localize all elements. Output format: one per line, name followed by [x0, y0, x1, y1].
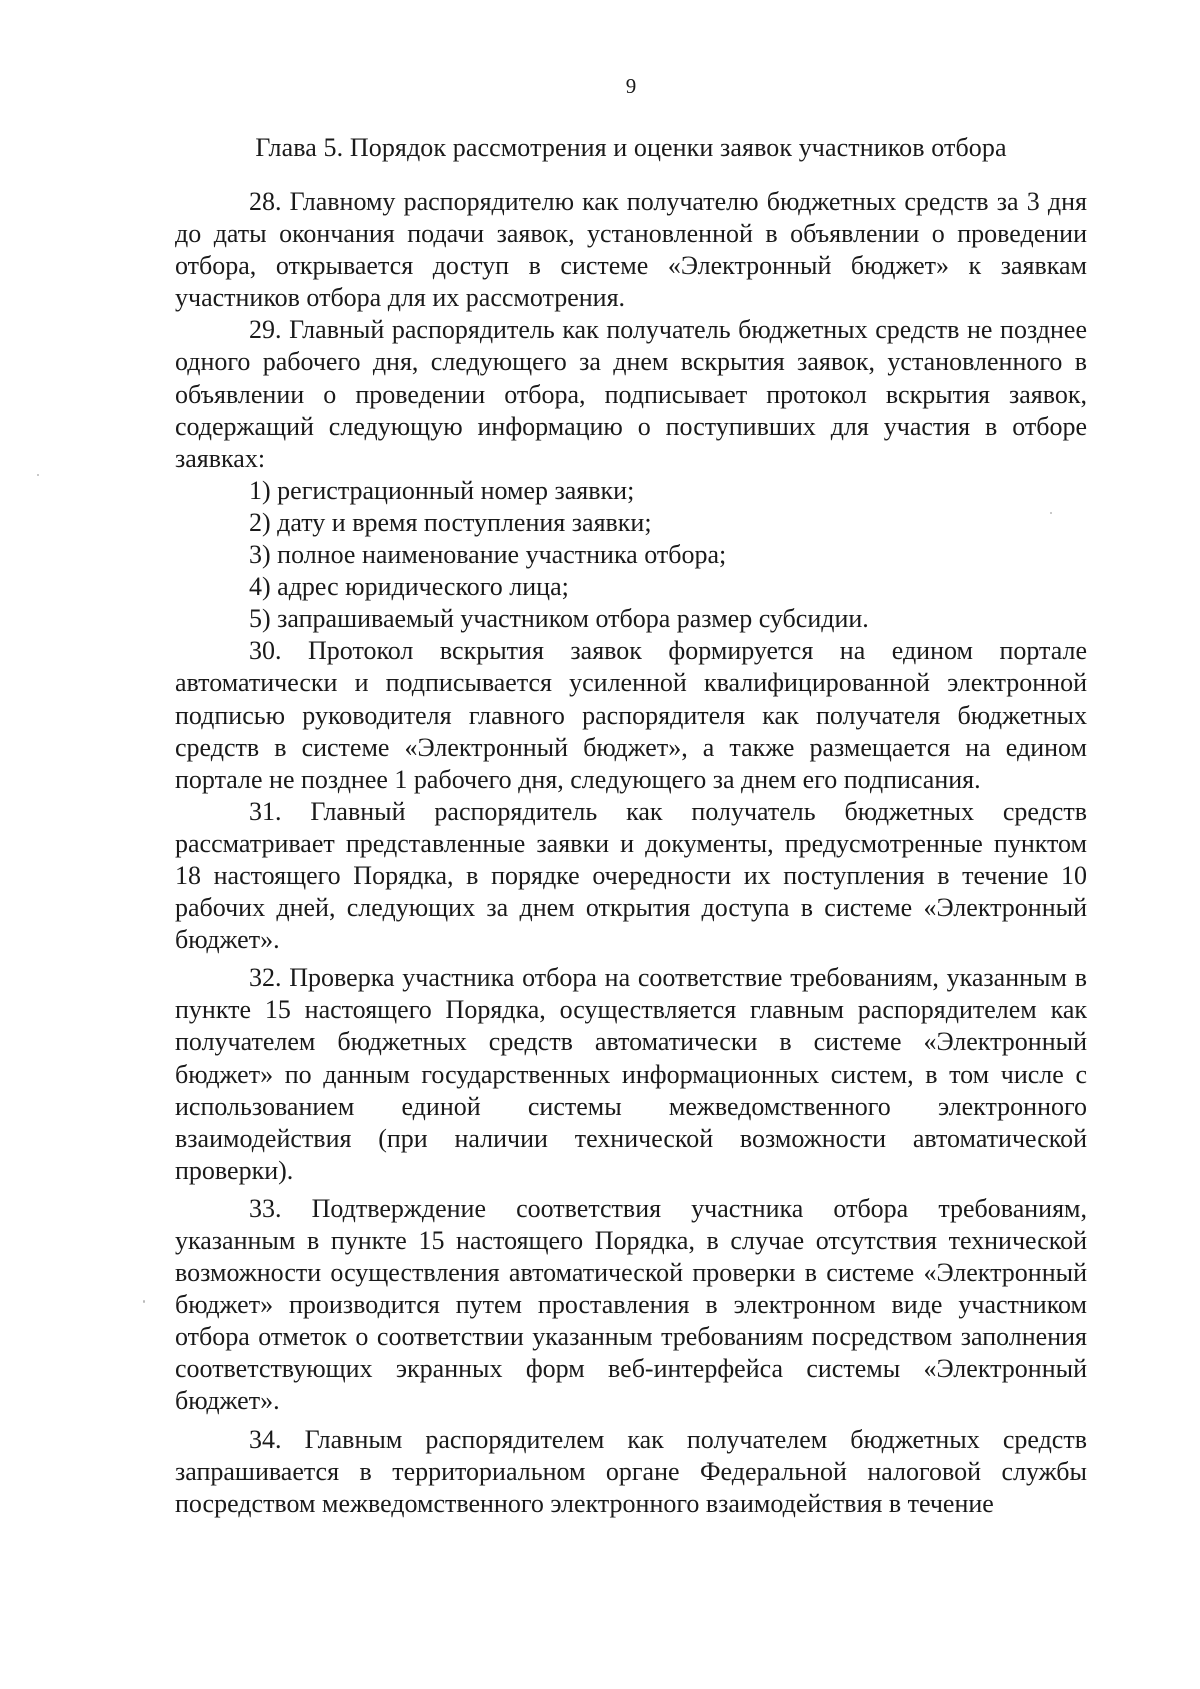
- document-body: [175, 186, 1087, 1520]
- list-item-1: 1) регистрационный номер заявки;: [249, 475, 635, 505]
- scan-speck: [1050, 512, 1052, 514]
- scan-speck: [143, 1300, 145, 1303]
- paragraph-28: 28. Главному распорядителю как получателю бюджетных средств за 3 дня до даты окончания подачи заявок, установленной в объявлении о проведении отбора, открывается доступ в системе «Электронный бюджет» к заявкам участников отбора для их рассмотрения.: [175, 187, 1087, 313]
- list-item-2: 2) дату и время поступления заявки;: [249, 507, 652, 537]
- paragraph-34: 34. Главным распорядителем как получателем бюджетных средств запрашивается в территориальном органе Федеральной налоговой службы посредством межведомственного электронного взаимодействия в течение: [175, 1424, 1087, 1518]
- list-item-3: 3) полное наименование участника отбора;: [249, 540, 727, 570]
- scan-speck: [37, 474, 39, 476]
- paragraph-33: 33. Подтверждение соответствия участника отбора требованиям, указанным в пункте 15 настоящего Порядка, в случае отсутствия технической возможности осуществления автоматической проверки в системе «Электронный бюджет» производится путем проставления в электронном виде участником отбора отметок о соответствии указанным требованиям посредством заполнения соответствующих экранных форм веб-интерфейса системы «Электронный бюджет».: [175, 1193, 1087, 1416]
- paragraph-29: 29. Главный распорядитель как получатель бюджетных средств не позднее одного рабочего дня, следующего за днем вскрытия заявок, установленного в объявлении о проведении отбора, подписывает протокол вскрытия заявок, содержащий следующую информацию о поступивших для участия в отборе заявках:: [175, 315, 1087, 473]
- list-item-4: 4) адрес юридического лица;: [249, 572, 569, 602]
- paragraph-31: 31. Главный распорядитель как получатель бюджетных средств рассматривает представленные заявки и документы, предусмотренные пунктом 18 настоящего Порядка, в порядке очередности их поступления в течение 10 рабочих дней, следующих за днем открытия доступа в системе «Электронный бюджет».: [175, 796, 1087, 955]
- paragraph-30: 30. Протокол вскрытия заявок формируется на едином портале автоматически и подписывается усиленной квалифицированной электронной подписью руководителя главного распорядителя как получателя бюджетных средств в системе «Электронный бюджет», а также размещается на едином портале не позднее 1 рабочего дня, следующего за днем его подписания.: [175, 636, 1087, 794]
- chapter-title: Глава 5. Порядок рассмотрения и оценки заявок участников отбора: [255, 133, 1007, 162]
- list-item-5: 5) запрашиваемый участником отбора размер субсидии.: [249, 604, 869, 634]
- page-number: 9: [625, 74, 637, 98]
- paragraph-32: 32. Проверка участника отбора на соответствие требованиям, указанным в пункте 15 настоящего Порядка, осуществляется главным распорядителем как получателем бюджетных средств автоматически в системе «Электронный бюджет» по данным государственных информационных систем, в том числе с использованием единой системы межведомственного электронного взаимодействия (при наличии технической возможности автоматической проверки).: [175, 963, 1087, 1185]
